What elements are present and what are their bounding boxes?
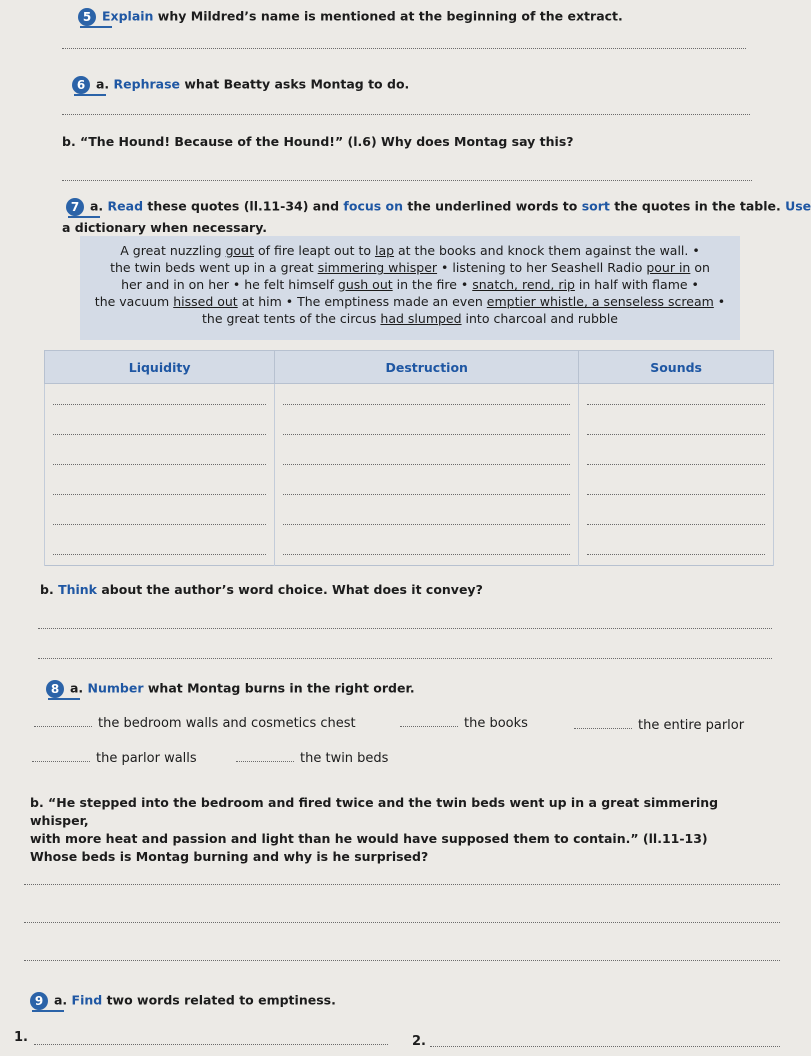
burn-item: the bedroom walls and cosmetics chest xyxy=(34,716,356,731)
question-8b: b. “He stepped into the bedroom and fired twice and the twin beds went up in a great simmering whisper, with more heat and passion and light than he would have supposed them to contain.” (ll.11-13) Whose beds is Montag burning and why is he surprised? xyxy=(30,795,719,864)
q9a-verb: Find xyxy=(71,992,103,1008)
quotes-box xyxy=(80,236,740,340)
table-row xyxy=(45,474,774,504)
question-6b: b. “The Hound! Because of the Hound!” (l.6) Why does Montag say this? xyxy=(62,134,574,149)
q6a-prefix: a. xyxy=(96,76,114,92)
table-row xyxy=(45,505,774,535)
q8a-verb: Number xyxy=(87,680,144,696)
q7a-prefix: a. xyxy=(90,198,108,214)
quote-line-5: the great tents of the circus had slumped into charcoal and rubble xyxy=(202,311,618,326)
question-6a xyxy=(72,76,409,94)
burn-item: the books xyxy=(400,716,528,731)
number-blank[interactable] xyxy=(34,726,92,727)
answer-line[interactable] xyxy=(38,658,772,659)
answer-line[interactable] xyxy=(24,960,780,961)
q7a-verb-read: Read xyxy=(107,198,144,214)
quote-line-4: the vacuum hissed out at him • The emptiness made an even emptier whistle, a senseless scream • xyxy=(94,294,726,309)
q7a-text2: the underlined words to xyxy=(403,198,582,214)
number-blank[interactable] xyxy=(236,761,294,762)
number-blank[interactable] xyxy=(400,726,458,727)
question-7a-line2: a dictionary when necessary. xyxy=(62,220,267,235)
burn-item: the entire parlor xyxy=(574,718,744,733)
number-blank[interactable] xyxy=(32,761,90,762)
number-blank[interactable] xyxy=(574,728,632,729)
header-destruction: Destruction xyxy=(275,351,579,384)
answer-line[interactable] xyxy=(34,1044,388,1045)
quote-line-1: A great nuzzling gout of fire leapt out to lap at the books and knock them against the wall. • xyxy=(120,243,700,258)
question-7a xyxy=(66,198,811,216)
sorting-table xyxy=(44,350,774,566)
header-liquidity: Liquidity xyxy=(45,351,275,384)
answer-number-1: 1. xyxy=(14,1030,28,1045)
q6a-text: what Beatty asks Montag to do. xyxy=(180,76,410,92)
q6a-verb: Rephrase xyxy=(113,76,181,92)
q5-text: why Mildred’s name is mentioned at the beginning of the extract. xyxy=(153,8,623,24)
answer-line[interactable] xyxy=(62,48,746,49)
answer-line[interactable] xyxy=(62,180,752,181)
q7a-text3: the quotes in the table. xyxy=(609,198,786,214)
q7a-verb-use: Use xyxy=(785,198,811,214)
question-number-badge: 7 xyxy=(66,198,84,216)
q7b-verb: Think xyxy=(58,582,97,597)
q7a-verb-focus: focus on xyxy=(343,198,404,214)
table-row xyxy=(45,384,774,415)
q7a-verb-sort: sort xyxy=(581,198,610,214)
answer-line[interactable] xyxy=(24,884,780,885)
question-9a: 9 a. Find two words related to emptiness. xyxy=(30,992,336,1010)
table-row xyxy=(45,535,774,566)
answer-line[interactable] xyxy=(62,114,750,115)
header-sounds: Sounds xyxy=(579,351,774,384)
table-row xyxy=(45,414,774,444)
quote-line-3: her and in on her • he felt himself gush out in the fire • snatch, rend, rip in half with flame • xyxy=(121,277,699,292)
quote-line-2: the twin beds went up in a great simmering whisper • listening to her Seashell Radio pour in on xyxy=(110,260,710,275)
burn-item: the twin beds xyxy=(236,751,388,766)
answer-line[interactable] xyxy=(430,1046,780,1047)
answer-number-2: 2. xyxy=(412,1034,426,1049)
question-number-badge: 9 xyxy=(30,992,48,1010)
burn-item: the parlor walls xyxy=(32,751,197,766)
question-5 xyxy=(78,8,623,26)
answer-line[interactable] xyxy=(24,922,780,923)
table-row xyxy=(45,444,774,474)
q7a-text1: these quotes (ll.11-34) and xyxy=(143,198,344,214)
question-number-badge: 8 xyxy=(46,680,64,698)
question-7b: b. Think about the author’s word choice. What does it convey? xyxy=(40,582,483,597)
question-number-badge: 6 xyxy=(72,76,90,94)
question-number-badge: 5 xyxy=(78,8,96,26)
q5-verb: Explain xyxy=(102,8,154,24)
answer-line[interactable] xyxy=(38,628,772,629)
question-8a: 8 a. Number what Montag burns in the right order. xyxy=(46,680,415,698)
